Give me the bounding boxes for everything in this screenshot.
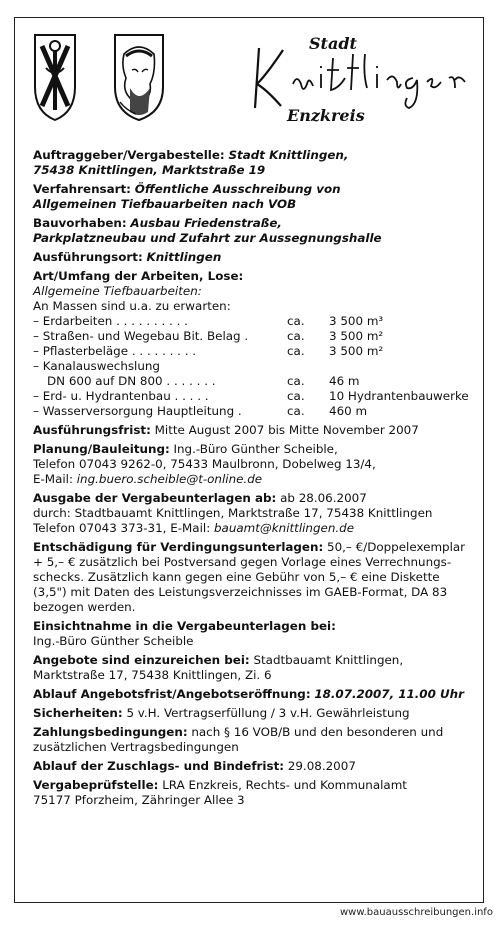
value-ausfuehrungsort: Knittlingen — [146, 250, 222, 264]
art-item-row — [33, 374, 479, 389]
art-item-val: 10 Hydrantenbauwerke — [329, 389, 469, 403]
ausgabe-email-prefix: Telefon 07043 373-31, E-Mail: — [33, 521, 211, 535]
section-pruefstelle — [33, 778, 479, 808]
label-art: Art/Umfang der Arbeiten, Lose: — [33, 269, 244, 283]
art-item-row — [33, 389, 479, 404]
label-verfahrensart: Verfahrensart: — [33, 182, 131, 196]
section-planung — [33, 442, 479, 487]
value-ausgabe-2: durch: Stadtbauamt Knittlingen, Marktstraße 17, 75438 Knittlingen — [33, 506, 433, 520]
label-bauvorhaben: Bauvorhaben: — [33, 216, 127, 230]
art-item-desc: – Erd- u. Hydrantenbau . . . . . — [33, 389, 209, 403]
value-entschaedigung-4: (3,5") mit Daten des Leistungsverzeichnisses im GAEB-Format, DA 83 — [33, 585, 448, 599]
logo-stadt: Stadt — [309, 34, 357, 53]
value-angebote-2: Marktstraße 17, 75438 Knittlingen, Zi. 6 — [33, 668, 272, 682]
header — [15, 18, 483, 140]
section-entschaedigung — [33, 540, 479, 615]
art-item-val: 3 500 m² — [329, 344, 384, 358]
art-subtitle: Allgemeine Tiefbauarbeiten: — [33, 284, 202, 298]
value-verfahrensart: Öffentliche Ausschreibung von — [134, 182, 341, 196]
section-angebote — [33, 653, 479, 683]
value-auftraggeber-address: 75438 Knittlingen, Marktstraße 19 — [33, 163, 266, 177]
value-zuschlag: 29.08.2007 — [287, 759, 356, 773]
section-bauvorhaben — [33, 216, 479, 246]
label-ausfuehrungsort: Ausführungsort: — [33, 250, 143, 264]
planung-email-prefix: E-Mail: — [33, 472, 73, 486]
value-frist: Mitte August 2007 bis Mitte November 2007 — [154, 423, 419, 437]
crest-portrait-icon — [112, 32, 166, 124]
art-item-desc: – Wasserversorgung Hauptleitung . — [33, 404, 242, 418]
value-pruefstelle: LRA Enzkreis, Rechts- und Kommunalamt — [162, 778, 407, 792]
label-einsicht: Einsichtnahme in die Vergabeunterlagen bei: — [33, 619, 336, 633]
art-item-val — [329, 359, 479, 374]
value-bauvorhaben-2: Parkplatzneubau und Zufahrt zur Aussegnungshalle — [33, 231, 382, 245]
notice-frame — [14, 17, 484, 903]
art-intro: An Massen sind u.a. zu erwarten: — [33, 299, 231, 313]
art-item-ca: ca. — [287, 344, 305, 358]
value-planung-2: Telefon 07043 9262-0, 75433 Maulbronn, Dobelweg 13/4, — [33, 457, 376, 471]
art-item-row — [33, 344, 479, 359]
value-entschaedigung-3: schecks. Zusätzlich kann gegen eine Gebühr von 5,– € eine Diskette — [33, 570, 440, 584]
label-zuschlag: Ablauf der Zuschlags- und Bindefrist: — [33, 759, 285, 773]
art-items-list — [33, 314, 479, 419]
art-item-ca: ca. — [287, 374, 305, 388]
value-zahlung-2: zusätzlichen Vertragsbedingungen — [33, 740, 239, 754]
label-pruefstelle: Vergabeprüfstelle: — [33, 778, 159, 792]
art-item-desc: – Kanalauswechslung — [33, 359, 160, 373]
value-ablauf: 18.07.2007, 11.00 Uhr — [314, 687, 464, 701]
crest-icon — [32, 32, 78, 124]
label-ablauf: Ablauf Angebotsfrist/Angebotseröffnung: — [33, 687, 311, 701]
art-item-ca: ca. — [287, 389, 305, 403]
section-einsicht — [33, 619, 479, 649]
label-sicherheiten: Sicherheiten: — [33, 706, 123, 720]
value-entschaedigung: 50,– €/Doppelexemplar — [327, 540, 466, 554]
section-zuschlag — [33, 759, 479, 774]
art-item-ca — [287, 359, 329, 374]
value-verfahrensart-2: Allgemeinen Tiefbauarbeiten nach VOB — [33, 197, 297, 211]
value-planung: Ing.-Büro Günther Scheible, — [173, 442, 338, 456]
footer-url[interactable]: www.bauausschreibungen.info — [340, 907, 493, 918]
art-item-row — [33, 329, 479, 344]
section-ausfuehrungsort — [33, 250, 479, 265]
section-verfahrensart — [33, 182, 479, 212]
ausgabe-email-link[interactable]: bauamt@knittlingen.de — [213, 521, 355, 535]
art-item-val: 3 500 m³ — [329, 314, 384, 328]
art-item-ca: ca. — [287, 314, 305, 328]
notice-content — [33, 148, 479, 812]
art-item-val: 3 500 m² — [329, 329, 384, 343]
art-item-val: 46 m — [329, 374, 360, 388]
label-ausgabe: Ausgabe der Vergabeunterlagen ab: — [33, 491, 277, 505]
value-entschaedigung-2: + 5,– € zusätzlich bei Postversand gegen Vorlage eines Verrechnungs- — [33, 555, 452, 569]
value-angebote: Stadtbauamt Knittlingen, — [253, 653, 404, 667]
label-zahlung: Zahlungsbedingungen: — [33, 725, 188, 739]
value-pruefstelle-2: 75177 Pforzheim, Zähringer Allee 3 — [33, 793, 245, 807]
value-einsicht: Ing.-Büro Günther Scheible — [33, 634, 194, 648]
art-item-desc: – Pflasterbeläge . . . . . . . . . — [33, 344, 197, 358]
section-sicherheiten — [33, 706, 479, 721]
value-entschaedigung-5: bezogen werden. — [33, 600, 136, 614]
art-item-ca: ca. — [287, 404, 305, 418]
art-item-desc: – Straßen- und Wegebau Bit. Belag . — [33, 329, 249, 343]
value-ausgabe: ab 28.06.2007 — [280, 491, 367, 505]
label-planung: Planung/Bauleitung: — [33, 442, 170, 456]
planung-email-link[interactable]: ing.buero.scheible@t-online.de — [76, 472, 263, 486]
label-entschaedigung: Entschädigung für Verdingungsunterlagen: — [33, 540, 324, 554]
art-item-row — [33, 314, 479, 329]
logo-kreis: Enzkreis — [287, 106, 365, 125]
section-zahlung — [33, 725, 479, 755]
art-item-desc: – Erdarbeiten . . . . . . . . . . — [33, 314, 188, 328]
art-item-row — [33, 359, 479, 374]
signature-logo — [237, 44, 467, 114]
value-zahlung: nach § 16 VOB/B und den besonderen und — [191, 725, 444, 739]
value-auftraggeber: Stadt Knittlingen, — [228, 148, 349, 162]
label-auftraggeber: Auftraggeber/Vergabestelle: — [33, 148, 225, 162]
label-angebote: Angebote sind einzureichen bei: — [33, 653, 250, 667]
art-item-row — [33, 404, 479, 419]
value-bauvorhaben: Ausbau Friedenstraße, — [130, 216, 282, 230]
section-auftraggeber — [33, 148, 479, 178]
value-sicherheiten: 5 v.H. Vertragserfüllung / 3 v.H. Gewährleistung — [126, 706, 410, 720]
label-frist: Ausführungsfrist: — [33, 423, 151, 437]
section-art — [33, 269, 479, 419]
section-frist — [33, 423, 479, 438]
art-item-ca: ca. — [287, 329, 305, 343]
art-item-val: 460 m — [329, 404, 368, 418]
art-item-desc: DN 600 auf DN 800 . . . . . . . — [47, 374, 216, 388]
section-ausgabe — [33, 491, 479, 536]
section-ablauf — [33, 687, 479, 702]
